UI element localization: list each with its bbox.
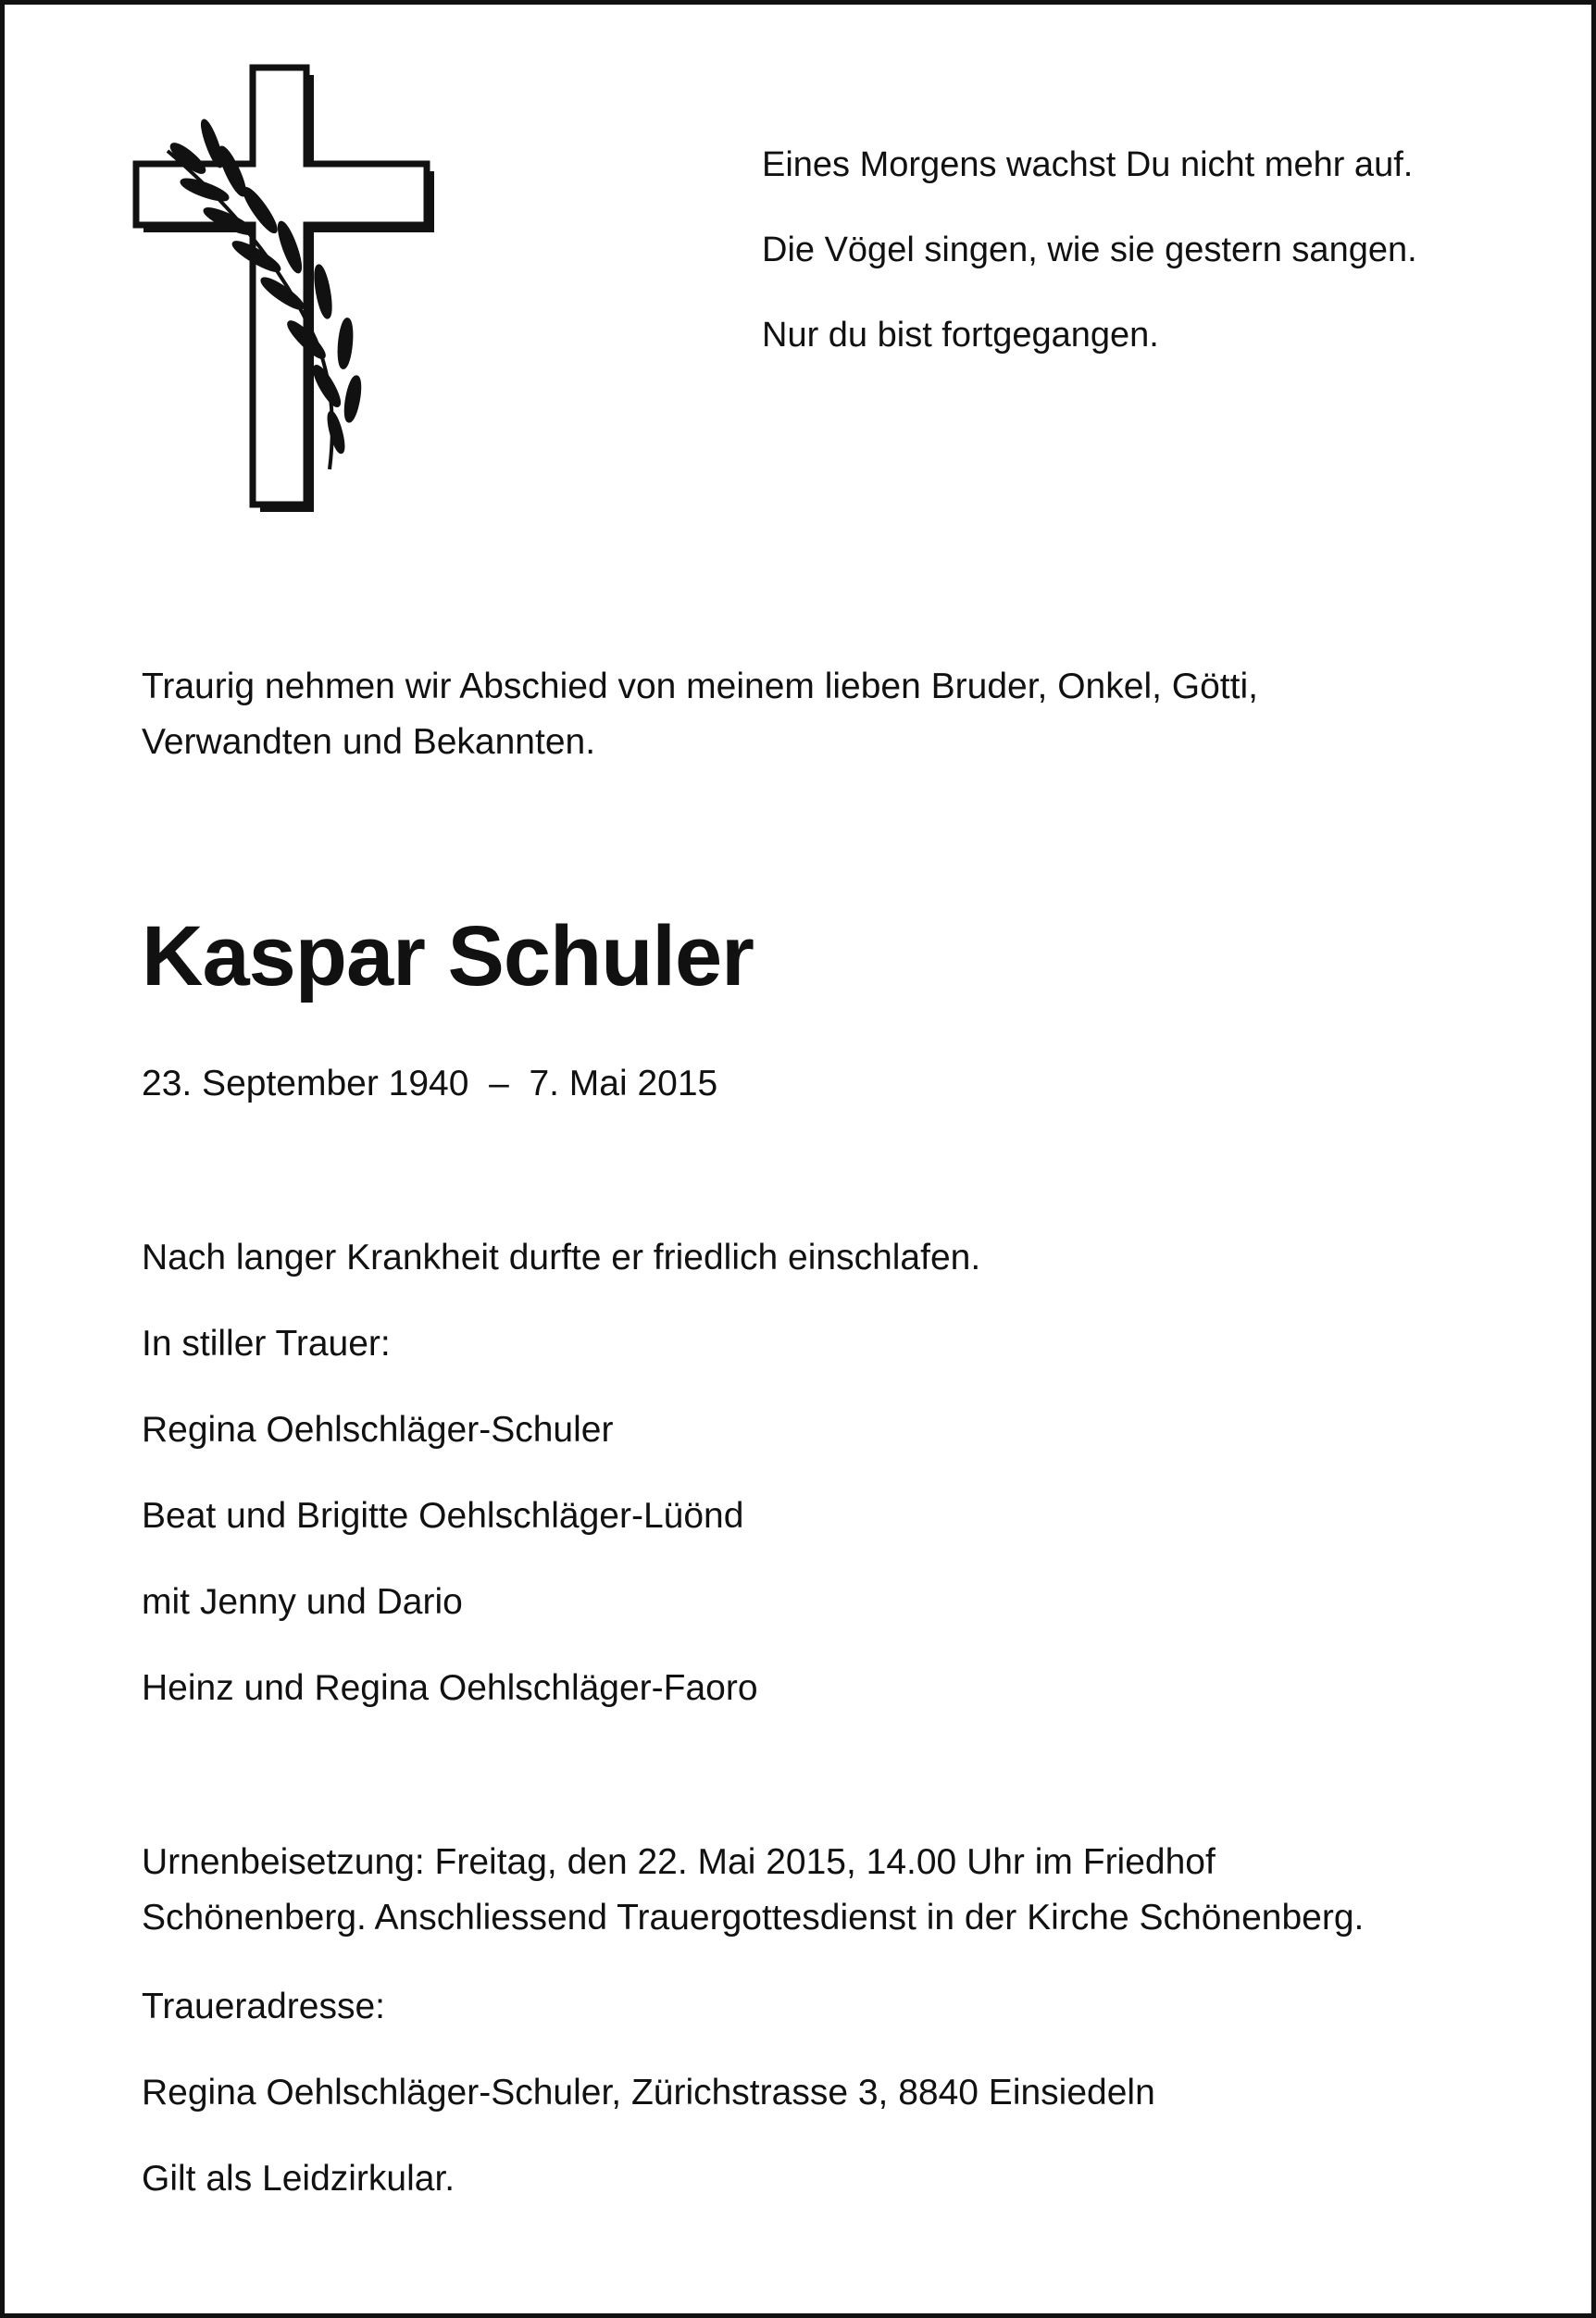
farewell-line: Traurig nehmen wir Abschied von meinem lieben Bruder, Onkel, Götti, xyxy=(142,667,1258,706)
address-heading: Traueradresse: xyxy=(142,1987,386,2026)
life-dates: 23. September 1940 – 7. Mai 2015 xyxy=(142,1064,718,1103)
address-section xyxy=(142,1986,1493,2244)
poem-line: Die Vögel singen, wie sie gestern sangen. xyxy=(762,231,1417,269)
poem xyxy=(762,143,1558,399)
mourning-heading: In stiller Trauer: xyxy=(142,1324,391,1364)
mourner-name: mit Jenny und Dario xyxy=(142,1582,463,1622)
farewell-text xyxy=(142,659,1493,770)
funeral-line: Schönenberg. Anschliessend Trauergottesdienst in der Kirche Schönenberg. xyxy=(142,1898,1365,1938)
mourner-name: Regina Oehlschläger-Schuler xyxy=(142,1410,614,1450)
funeral-line: Urnenbeisetzung: Freitag, den 22. Mai 2015, 14.00 Uhr im Friedhof xyxy=(142,1842,1216,1882)
mourner-name: Beat und Brigitte Oehlschläger-Lüönd xyxy=(142,1496,744,1536)
life-dates-block xyxy=(142,1056,1493,1112)
mourning-section xyxy=(142,1237,1493,1753)
deceased-name: Kaspar Schuler xyxy=(142,909,754,1003)
mourning-note: Nach langer Krankheit durfte er friedlich einschlafen. xyxy=(142,1238,981,1277)
mourner-name: Heinz und Regina Oehlschläger-Faoro xyxy=(142,1668,758,1708)
deceased-name-block xyxy=(142,905,1493,1007)
funeral-info xyxy=(142,1835,1493,1946)
cross-icon xyxy=(131,62,445,517)
poem-line: Eines Morgens wachst Du nicht mehr auf. xyxy=(762,145,1414,184)
poem-line: Nur du bist fortgegangen. xyxy=(762,316,1159,355)
address-value: Regina Oehlschläger-Schuler, Zürichstrasse 3, 8840 Einsiedeln xyxy=(142,2073,1155,2112)
farewell-line: Verwandten und Bekannten. xyxy=(142,722,596,762)
circular-note: Gilt als Leidzirkular. xyxy=(142,2159,455,2199)
